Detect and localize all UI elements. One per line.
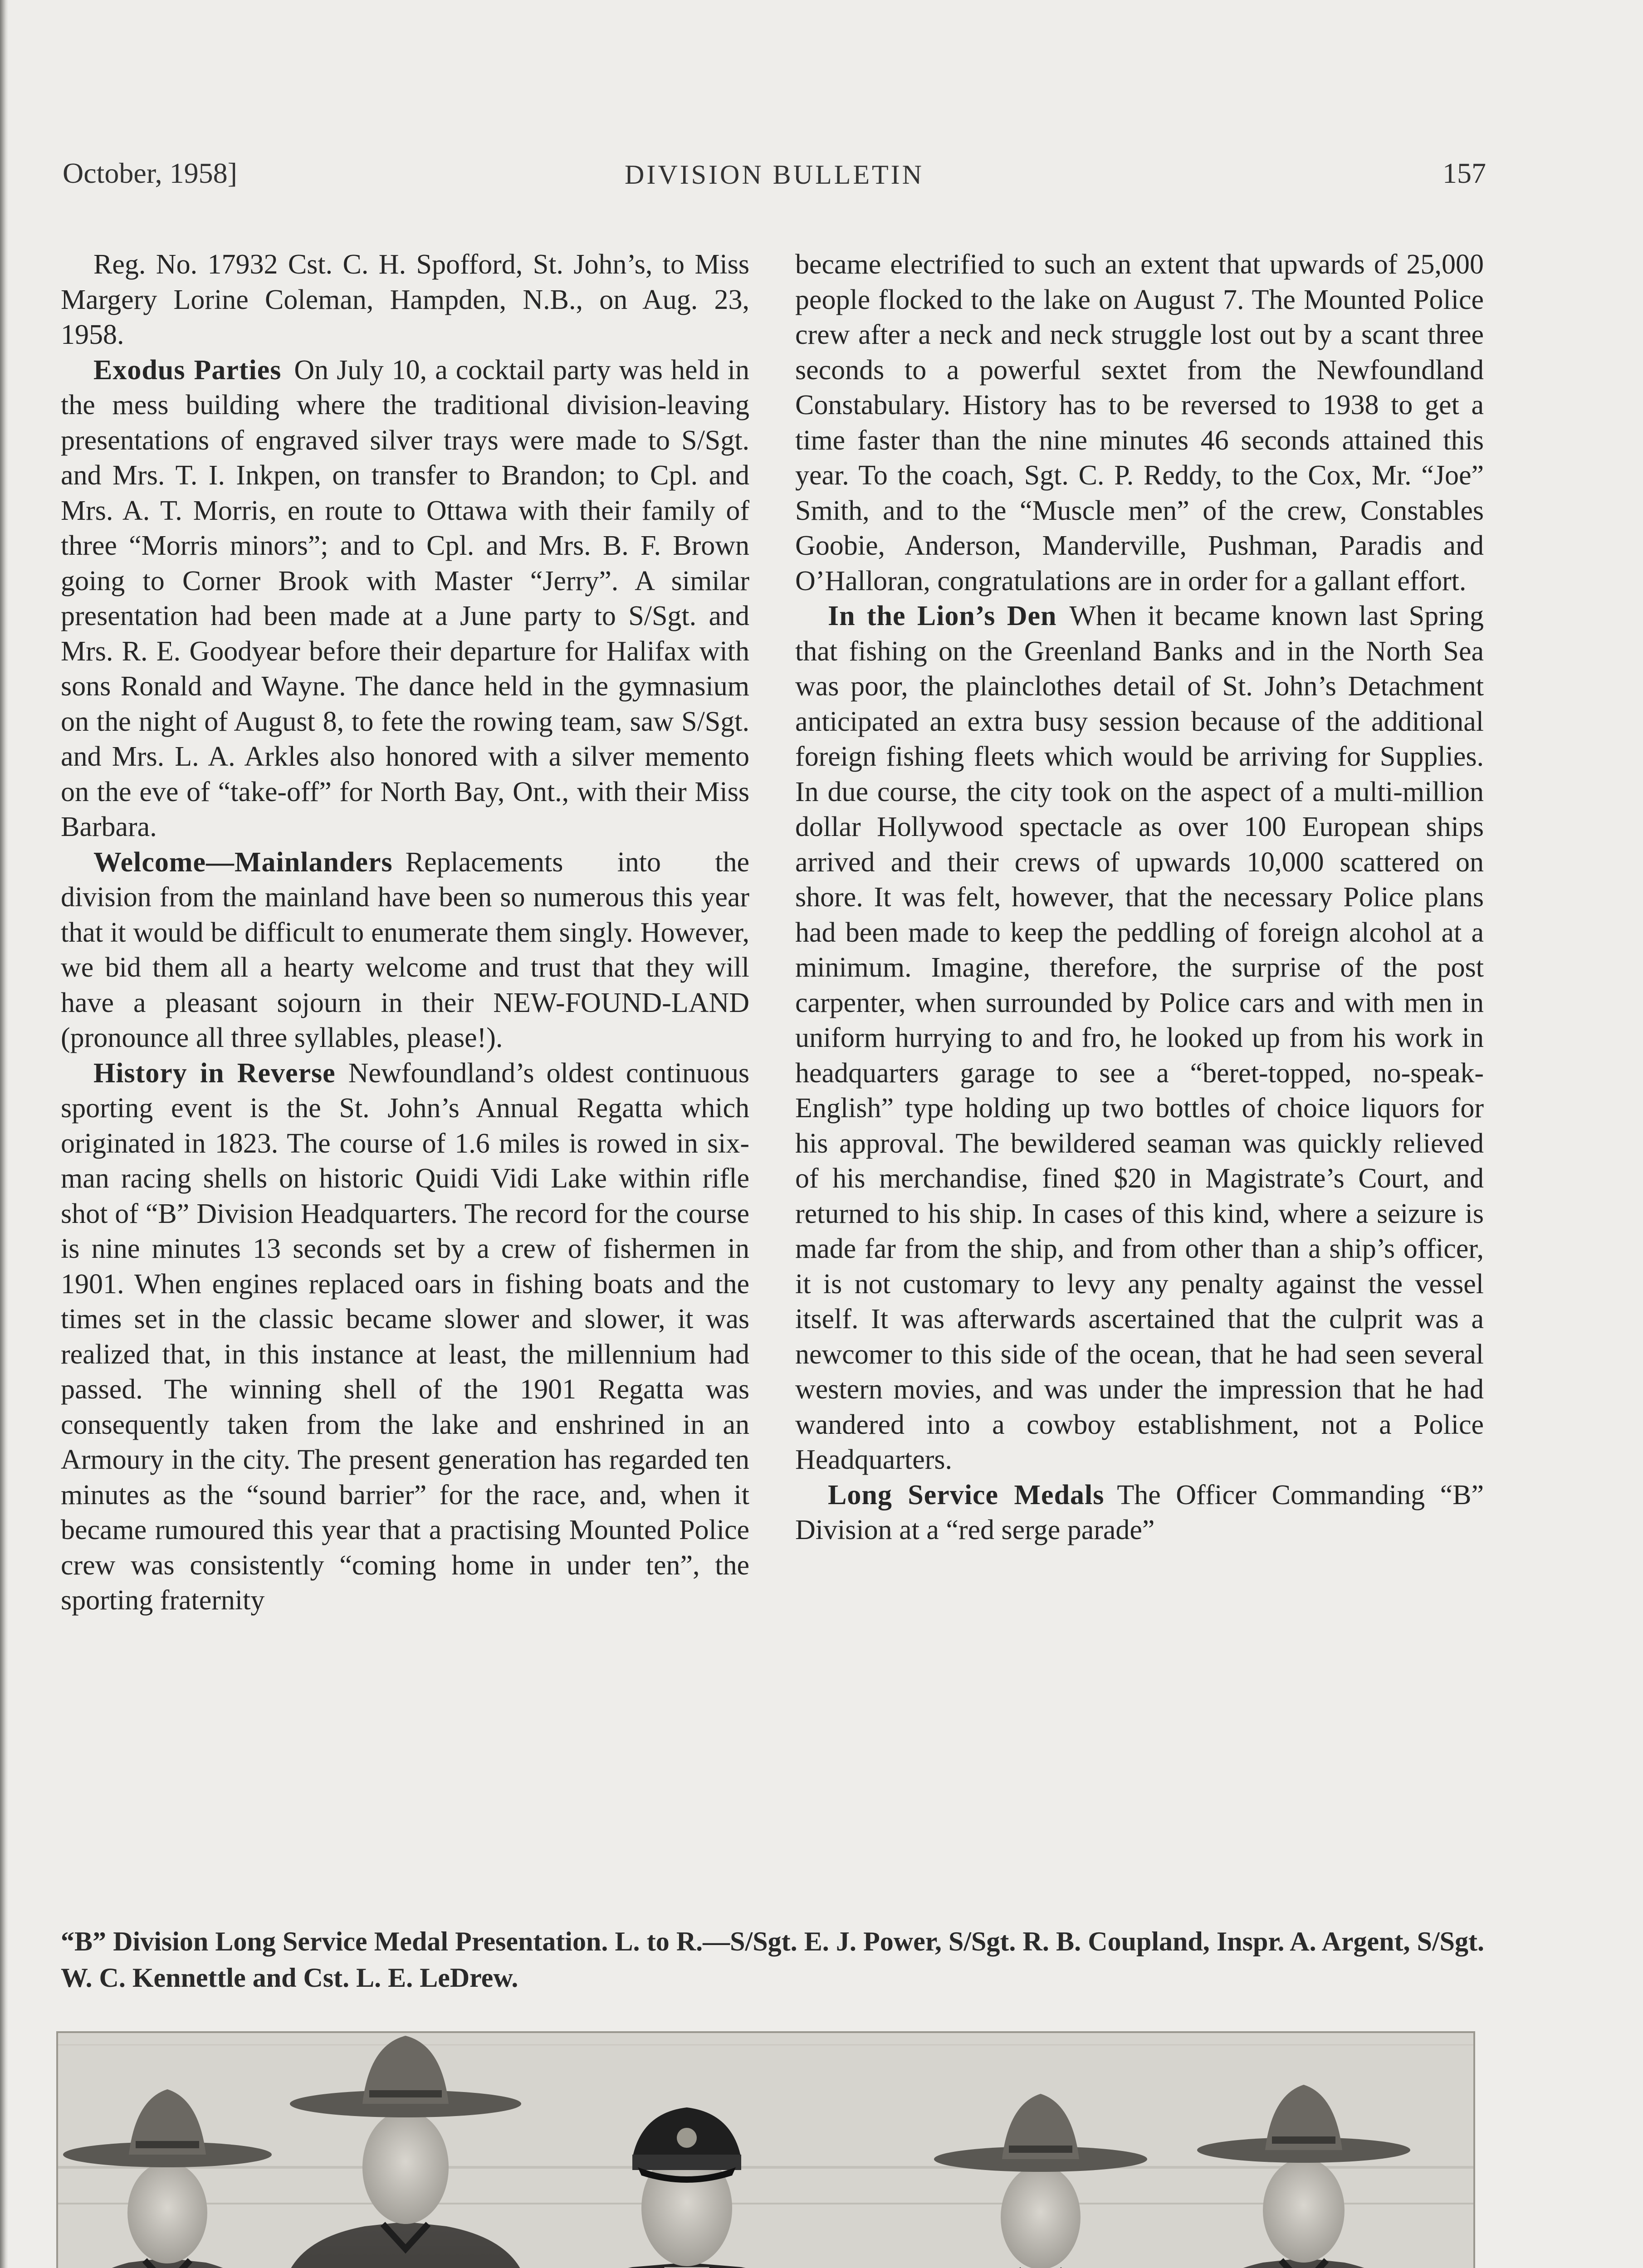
- paragraph-text: Replacements into the division from the mainland have been so numerous this year that it would be difficult to enumerate them singly. However, we bid them all a hearty welcome and trust that they will have a pleasant sojourn in their NEW-FOUND-LAND (pronounce all three syllables, please!).: [61, 846, 749, 1053]
- paragraph-welcome-mainlanders: [61, 845, 749, 1056]
- left-column: [61, 247, 749, 1618]
- header-title: DIVISION BULLETIN: [625, 160, 924, 190]
- section-heading-welcome: Welcome—Mainlanders: [93, 846, 393, 878]
- paragraph-marriage: Reg. No. 17932 Cst. C. H. Spofford, St. John’s, to Miss Margery Lorine Coleman, Hampden, N.B., on Aug. 23, 1958.: [61, 249, 749, 350]
- section-heading-exodus-parties: Exodus Parties: [93, 354, 282, 386]
- scan-edge: [0, 0, 8, 2268]
- running-header: [63, 156, 1486, 197]
- page-number: 157: [1443, 157, 1486, 189]
- section-heading-history: History in Reverse: [93, 1057, 336, 1089]
- header-date: October, 1958]: [63, 157, 237, 189]
- section-heading-long-service: Long Service Medals: [828, 1479, 1105, 1510]
- right-column: [795, 247, 1484, 1548]
- paragraph-exodus-parties: [61, 353, 749, 845]
- paragraph-lions-den: [795, 599, 1484, 1478]
- paragraph-text: The Officer Commanding “B” Division at a “red serge parade”: [795, 1479, 1484, 1545]
- photo-caption: “B” Division Long Service Medal Presentation. L. to R.—S/Sgt. E. J. Power, S/Sgt. R. B. Coupland, Inspr. A. Argent, S/Sgt. W. C. Kennettle and Cst. L. E. LeDrew.: [61, 1926, 1484, 1993]
- paragraph-history-in-reverse: [61, 1056, 749, 1618]
- section-heading-lions-den: In the Lion’s Den: [828, 601, 1057, 631]
- paragraph-regatta-continued: became electrified to such an extent that upwards of 25,000 people flocked to the lake on August 7. The Mounted Police crew after a neck and neck struggle lost out by a scant three seconds to a powerful sextet from the Newfoundland Constabulary. History has to be reversed to 1938 to get a time faster than the nine minutes 46 seconds attained this year. To the coach, Sgt. C. P. Reddy, to the Cox, Mr. “Joe” Smith, and to the “Muscle men” of the crew, Constables Goobie, Anderson, Manderville, Pushman, Paradis and O’Halloran, congratulations are in order for a gallant effort.: [795, 249, 1484, 596]
- paragraph-text: When it became known last Spring that fishing on the Greenland Banks and in the North Sea was poor, the plainclothes detail of St. John’s Detachment anticipated an extra busy session because of the additional foreign fishing fleets which would be arriving for Supplies. In due course, the city took on the aspect of a multi-million dollar Hollywood spectacle as over 100 European ships arrived and their crews of upwards 10,000 scattered on shore. It was felt, however, that the necessary Police plans had been made to keep the peddling of foreign alcohol at a minimum. Imagine, therefore, the surprise of the post carpenter, when surrounded by Police cars and with men in uniform hurrying to and fro, he looked up from his work in headquarters garage to see a “beret-topped, no-speak-English” type holding up two bottles of choice liquors for his approval. The bewildered seaman was quickly relieved of his merchandise, fined $20 in Magistrate’s Court, and returned to his ship. In cases of this kind, where a seizure is made far from the ship, and from other than a ship’s officer, it is not customary to levy any penalty against the vessel itself. It was afterwards ascertained that the culprit was a newcomer to this side of the ocean, that he had seen several western movies, and was under the impression that he had wandered into a cowboy establishment, not a Police Headquarters.: [795, 601, 1484, 1475]
- paragraph-long-service-medals: [795, 1478, 1484, 1548]
- paragraph-text: On July 10, a cocktail party was held in the mess building where the traditional division-leaving presentations of engraved silver trays were made to S/Sgt. and Mrs. T. I. Inkpen, on transfer to Brandon; to Cpl. and Mrs. A. T. Morris, en route to Ottawa with their family of three “Morris minors”; and to Cpl. and Mrs. B. F. Brown going to Corner Brook with Master “Jerry”. A similar presentation had been made at a June party to S/Sgt. and Mrs. R. E. Goodyear before their departure for Halifax with sons Ronald and Wayne. The dance held in the gymnasium on the night of August 8, to fete the rowing team, saw S/Sgt. and Mrs. L. A. Arkles also honored with a silver memento on the eve of “take-off” for North Bay, Ont., with their Miss Barbara.: [61, 354, 749, 842]
- paragraph-text: Newfoundland’s oldest continuous sporting event is the St. John’s Annual Regatta which originated in 1823. The course of 1.6 miles is rowed in six-man racing shells on historic Quidi Vidi Lake within rifle shot of “B” Division Headquarters. The record for the course is nine minutes 13 seconds set by a crew of fishermen in 1901. When engines replaced oars in fishing boats and the times set in the classic became slower and slower, it was realized that, in this instance at least, the millennium had passed. The winning shell of the 1901 Regatta was consequently taken from the lake and enshrined in an Armoury in the city. The present generation has regarded ten minutes as the “sound barrier” for the race, and, when it became rumoured this year that a practising Mounted Police crew was consistently “coming home in under ten”, the sporting fraternity: [61, 1057, 749, 1616]
- group-photo-drawing: [56, 2031, 1475, 2268]
- group-photo: [56, 2031, 1475, 2268]
